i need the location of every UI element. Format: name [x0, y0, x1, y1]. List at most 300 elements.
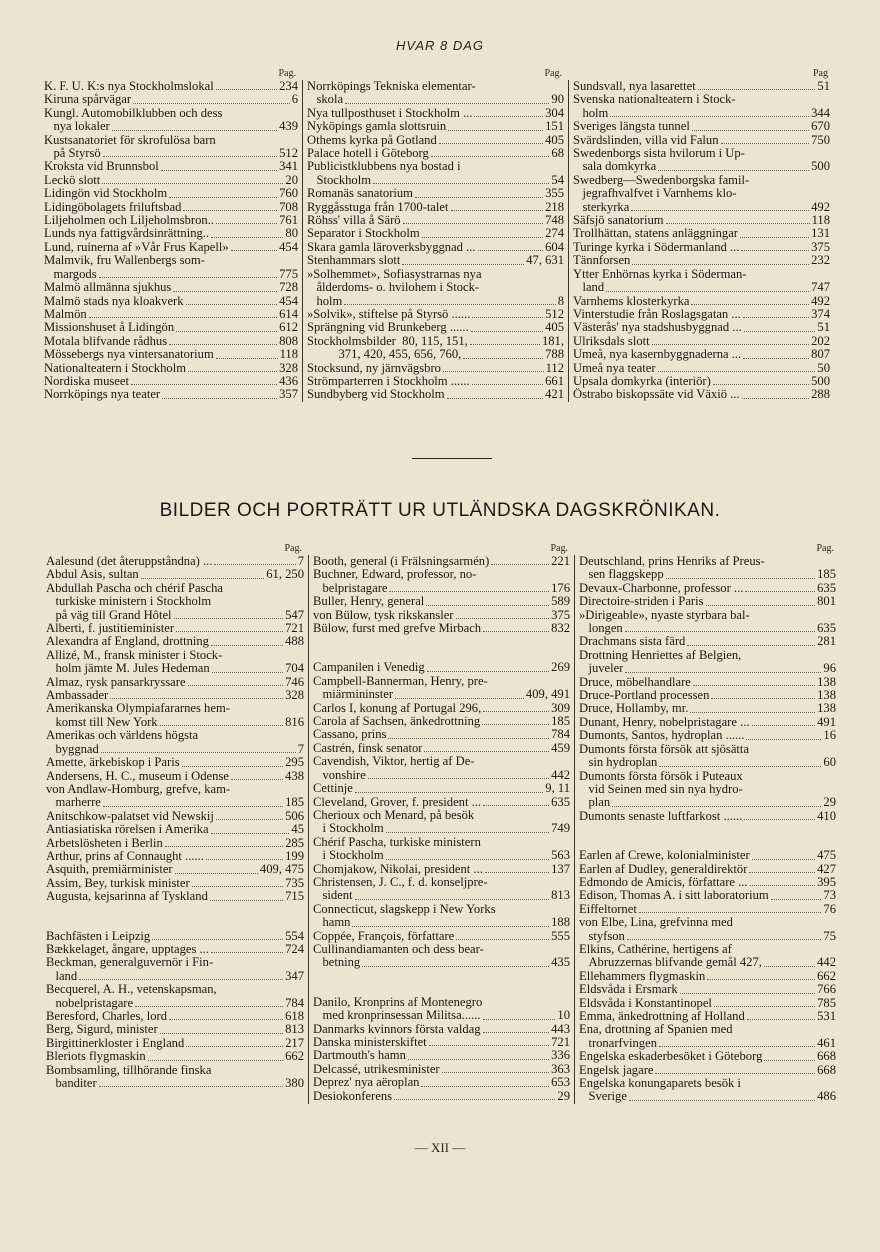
bottom-index-block — [42, 543, 840, 1104]
entry-title: ålderdoms- o. hvilohem i Stock- — [307, 281, 480, 295]
index-entry — [313, 595, 570, 608]
entry-title: Swedberg—Swedenborgska famil- — [573, 173, 750, 187]
entry-title: Missionshuset å Lidingön — [44, 321, 175, 335]
entry-title: Buchner, Edward, professor, no- — [313, 568, 477, 582]
index-entry — [579, 1077, 836, 1090]
leader-dots — [698, 89, 816, 90]
leader-dots — [771, 899, 822, 900]
leader-dots — [713, 384, 809, 385]
entry-page: 512 — [279, 146, 298, 161]
entry-title: Turinge kyrka i Södermanland ... — [573, 240, 740, 254]
entry-title: Deutschland, prins Henriks af Preus- — [579, 555, 765, 568]
index-entry — [313, 782, 570, 795]
entry-title: land — [46, 969, 78, 983]
entry-title: Norrköpings Tekniska elementar- — [307, 80, 476, 93]
index-entry — [307, 174, 564, 187]
entry-title: »Dirigeable», nyaste styrbara bal- — [579, 608, 750, 622]
index-entry — [313, 755, 570, 768]
index-entry — [313, 943, 570, 956]
leader-dots — [394, 1099, 555, 1100]
pag-label: Pag. — [816, 543, 834, 554]
entry-title: Booth, general (i Frälsningsarmén) — [313, 555, 490, 568]
index-entry — [44, 227, 298, 240]
entry-page: 380 — [285, 1076, 304, 1091]
entry-title: holm — [573, 106, 609, 120]
entry-title: Anitschkow-palatset vid Newskij — [46, 809, 214, 823]
entry-title: Asquith, premiärminister — [46, 863, 173, 877]
entry-title: Kungl. Automobilklubben och dess — [44, 106, 223, 120]
index-entry — [579, 889, 836, 902]
entry-page: 555 — [551, 928, 570, 943]
entry-title: Eldsvåda i Ersmark — [579, 983, 678, 997]
index-entry — [579, 756, 836, 769]
entry-page: 715 — [285, 889, 304, 904]
entry-title: margods — [44, 267, 97, 281]
entry-title: tronarfvingen — [579, 1036, 657, 1050]
entry-title: Beckman, generalguvernör i Fin- — [46, 956, 214, 970]
entry-title: med kronprinsessan Militsa...... — [313, 1009, 481, 1023]
entry-title: Druce-Portland processen — [579, 689, 710, 703]
entry-page: 341 — [279, 159, 298, 174]
entry-page: 662 — [817, 968, 836, 983]
entry-page: 492 — [811, 293, 830, 308]
index-entry — [46, 662, 304, 675]
index-entry — [46, 595, 304, 608]
entry-title: Antiasiatiska rörelsen i Amerika — [46, 823, 209, 837]
entry-title: Edmondo de Amicis, författare ... — [579, 875, 748, 889]
entry-title: Cettinje — [313, 782, 353, 796]
leader-dots — [216, 89, 277, 90]
entry-page: 51 — [817, 320, 830, 335]
entry-title: nya lokaler — [44, 120, 110, 134]
index-entry — [573, 134, 830, 147]
index-entry — [46, 890, 304, 903]
entry-title: Emma, änkedrottning af Holland — [579, 1010, 745, 1023]
leader-dots — [141, 578, 265, 579]
entry-title: Castrén, finsk senator — [313, 741, 423, 755]
index-entry — [313, 956, 570, 969]
index-entry — [313, 555, 570, 568]
index-entry — [46, 877, 304, 890]
entry-page: 488 — [285, 634, 304, 649]
entry-title: Trollhättan, statens anläggningar — [573, 227, 738, 241]
entry-title: Assim, Bey, turkisk minister — [46, 876, 190, 890]
leader-dots — [627, 939, 822, 940]
index-entry — [44, 241, 298, 254]
leader-dots — [463, 358, 543, 359]
entry-title: Cherioux och Menard, på besök — [313, 808, 475, 822]
entry-page: 138 — [817, 688, 836, 703]
index-entry — [579, 1064, 836, 1077]
index-entry — [313, 688, 570, 701]
entry-title: Desiokonferens — [313, 1089, 393, 1103]
entry-title: Othems kyrka på Gotland — [307, 133, 437, 147]
entry-title: Svärdslinden, villa vid Falun — [573, 133, 719, 147]
leader-dots — [135, 1006, 283, 1007]
index-entry — [313, 849, 570, 862]
entry-list — [46, 555, 304, 1090]
entry-page: 459 — [551, 740, 570, 755]
entry-title: komst till New York — [46, 715, 158, 729]
leader-dots — [186, 1046, 283, 1047]
index-entry — [313, 822, 570, 835]
entry-title: Campanilen i Venedig — [313, 661, 425, 675]
index-entry — [44, 107, 298, 120]
index-entry — [46, 568, 304, 581]
entry-title: Drachmans sista färd — [579, 635, 686, 649]
entry-page: 199 — [285, 848, 304, 863]
entry-title: Engelska konungaparets besök i — [579, 1077, 741, 1091]
entry-title: Alberti, f. justitieminister — [46, 622, 175, 636]
index-entry — [46, 850, 304, 863]
entry-page: 80 — [285, 226, 298, 241]
letter-gap — [579, 836, 836, 849]
index-entry — [46, 770, 304, 783]
entry-title: Tännforsen — [573, 254, 631, 268]
entry-page: 9, 11 — [545, 781, 570, 796]
leader-dots — [610, 116, 809, 117]
top-index-block — [40, 68, 834, 402]
entry-page: 747 — [811, 280, 830, 295]
leader-dots — [216, 819, 283, 820]
entry-page: 185 — [817, 567, 836, 582]
index-entry — [307, 201, 564, 214]
entry-title: byggnad — [46, 742, 99, 756]
entry-title: plan — [579, 796, 611, 810]
index-entry — [313, 889, 570, 902]
entry-title: marherre — [46, 796, 101, 810]
leader-dots — [79, 979, 283, 980]
entry-page: 439 — [279, 119, 298, 134]
index-entry — [313, 675, 570, 688]
entry-page: 285 — [285, 835, 304, 850]
leader-dots — [148, 1060, 283, 1061]
entry-page: 486 — [817, 1089, 836, 1104]
top-column-1 — [40, 68, 302, 402]
leader-dots — [112, 130, 277, 131]
index-entry — [313, 996, 570, 1009]
entry-title: Vinterstudie från Roslagsgatan ... — [573, 307, 741, 321]
index-entry — [573, 388, 830, 401]
leader-dots — [652, 344, 809, 345]
entry-page: 454 — [279, 293, 298, 308]
entry-title: Dumonts första försök i Puteaux — [579, 769, 743, 783]
entry-title: skola — [307, 93, 344, 107]
index-entry — [44, 321, 298, 334]
leader-dots — [625, 672, 821, 673]
index-entry — [46, 837, 304, 850]
index-entry — [573, 335, 830, 348]
entry-title: Delcassé, utrikesminister — [313, 1062, 440, 1076]
entry-page: 728 — [279, 280, 298, 295]
index-entry — [307, 80, 564, 93]
entry-title: Romanäs sanatorium — [307, 187, 413, 201]
leader-dots — [368, 778, 549, 779]
leader-dots — [721, 143, 810, 144]
letter-gap — [579, 823, 836, 836]
letter-gap — [313, 983, 570, 996]
index-entry — [46, 743, 304, 756]
entry-page: 807 — [811, 347, 830, 362]
leader-dots — [395, 698, 524, 699]
page-number: — XII — — [414, 1140, 466, 1155]
entry-title: miärmininster — [313, 688, 394, 702]
index-entry — [46, 997, 304, 1010]
entry-title: Lund, ruinerna af »Vår Frus Kapell» — [44, 240, 229, 254]
entry-title: von Andlaw-Homburg, grefve, kam- — [46, 782, 231, 796]
entry-title: Cavendish, Viktor, hertig af De- — [313, 755, 475, 769]
leader-dots — [741, 250, 809, 251]
section-title: BILDER OCH PORTRÄTT UR UTLÄNDSKA DAGSKRÖNIKAN. — [159, 500, 721, 521]
entry-page: 409, 491 — [525, 687, 570, 702]
leader-dots — [714, 1006, 815, 1007]
index-entry — [573, 254, 830, 267]
leader-dots — [102, 183, 283, 184]
entry-page: 61, 250 — [266, 567, 304, 582]
entry-page: 202 — [811, 333, 830, 348]
index-entry — [44, 214, 298, 227]
entry-title: Nationalteatern i Stockholm — [44, 361, 186, 375]
index-entry — [313, 609, 570, 622]
entry-title: Ellehammers flygmaskin — [579, 969, 706, 983]
leader-dots — [745, 591, 815, 592]
entry-title: Stockholmsbilder 80, 115, 151, — [307, 334, 468, 348]
index-entry — [307, 281, 564, 294]
index-entry — [313, 836, 570, 849]
entry-page: 176 — [551, 580, 570, 595]
leader-dots — [188, 371, 277, 372]
entry-title: Elkins, Cathérine, hertigens af — [579, 942, 732, 956]
entry-title: Abdullah Pascha och chérif Pascha — [46, 581, 223, 595]
entry-page: 589 — [551, 594, 570, 609]
entry-title: Eldsvåda i Konstantinopel — [579, 996, 712, 1010]
index-entry — [573, 295, 830, 308]
leader-dots — [483, 711, 549, 712]
entry-title: Umeå, nya kasernbyggnaderna ... — [573, 348, 742, 362]
leader-dots — [174, 618, 284, 619]
entry-page: 75 — [823, 928, 836, 943]
leader-dots — [169, 1019, 283, 1020]
entry-page: 7 — [297, 741, 304, 756]
entry-title: Andersens, H. C., museum i Odense — [46, 769, 229, 783]
leader-dots — [448, 130, 543, 131]
index-entry — [46, 1010, 304, 1023]
entry-title: Druce, möbelhandlare — [579, 675, 691, 689]
entry-list — [573, 80, 830, 402]
entry-title: holm jämte M. Jules Hedeman — [46, 662, 210, 676]
entry-page: 442 — [551, 767, 570, 782]
entry-page: 563 — [551, 848, 570, 863]
index-entry — [44, 362, 298, 375]
index-entry — [44, 268, 298, 281]
entry-title: Bachfästen i Leipzig — [46, 929, 151, 943]
index-entry — [307, 321, 564, 334]
index-entry — [307, 254, 564, 267]
section-divider-rule — [412, 458, 492, 459]
entry-page: 635 — [551, 794, 570, 809]
entry-title: K. F. U. K:s nya Stockholmslokal — [44, 80, 214, 93]
entry-page: 328 — [279, 360, 298, 375]
entry-title: Bülow, furst med grefve Mirbach — [313, 622, 482, 636]
leader-dots — [345, 103, 549, 104]
entry-page: 438 — [285, 768, 304, 783]
entry-title: Buller, Henry, general — [313, 595, 425, 609]
index-entry — [46, 810, 304, 823]
index-entry — [313, 1036, 570, 1049]
index-entry — [579, 863, 836, 876]
leader-dots — [355, 899, 550, 900]
entry-page: 7 — [297, 554, 304, 568]
pag-label: Pag. — [550, 543, 568, 554]
entry-title: Engelsk jagare — [579, 1063, 654, 1077]
entry-title: Ryggåsstuga från 1700-talet — [307, 200, 449, 214]
leader-dots — [474, 116, 543, 117]
entry-title: Nordiska museet — [44, 374, 129, 388]
entry-title: banditer — [46, 1077, 97, 1091]
entry-title: nobelpristagare — [46, 996, 134, 1010]
entry-page: 118 — [279, 347, 298, 362]
index-entry — [313, 916, 570, 929]
entry-page: 547 — [285, 607, 304, 622]
entry-page: 748 — [545, 213, 564, 228]
index-entry — [573, 201, 830, 214]
index-entry — [307, 335, 564, 348]
entry-title: holm — [307, 294, 343, 308]
entry-page: 531 — [817, 1009, 836, 1023]
entry-title: Amerikanska Olympiafararnes hem- — [46, 702, 230, 716]
entry-page: 721 — [551, 1035, 570, 1049]
entry-page: 491 — [817, 714, 836, 729]
index-entry — [579, 796, 836, 809]
entry-title: Stockholm — [307, 173, 372, 187]
entry-title: i Stockholm — [313, 849, 384, 863]
index-entry — [313, 568, 570, 581]
entry-title: Connecticut, slagskepp i New Yorks — [313, 902, 496, 916]
leader-dots — [211, 645, 283, 646]
index-entry — [46, 983, 304, 996]
entry-title: Ulriksdals slott — [573, 334, 650, 348]
leader-dots — [402, 264, 524, 265]
leader-dots — [612, 806, 821, 807]
index-entry — [579, 649, 836, 662]
entry-title: Kustsanatoriet för skrofulösa barn — [44, 133, 216, 147]
index-entry — [44, 295, 298, 308]
entry-title: Cleveland, Grover, f. president ... — [313, 795, 482, 809]
entry-page: 750 — [811, 132, 830, 147]
entry-page: 234 — [279, 79, 298, 93]
entry-page: 832 — [551, 621, 570, 636]
index-entry — [307, 295, 564, 308]
index-entry — [46, 1077, 304, 1090]
index-entry — [579, 956, 836, 969]
index-entry — [307, 187, 564, 200]
leader-dots — [182, 766, 284, 767]
leader-dots — [472, 384, 543, 385]
index-entry — [46, 702, 304, 715]
entry-title: Berg, Sigurd, minister — [46, 1023, 158, 1037]
index-entry — [579, 970, 836, 983]
leader-dots — [161, 170, 277, 171]
index-entry — [573, 160, 830, 173]
entry-title: Skara gamla läroverksbyggnad ... — [307, 240, 476, 254]
entry-page: 554 — [285, 928, 304, 943]
leader-dots — [212, 672, 283, 673]
index-entry — [573, 147, 830, 160]
entry-page: 761 — [279, 213, 298, 228]
index-entry — [46, 689, 304, 702]
entry-page: 775 — [279, 266, 298, 281]
entry-title: Dumonts, Santos, hydroplan ...... — [579, 729, 745, 743]
entry-page: 461 — [817, 1035, 836, 1050]
entry-title: Abruzzernas blifvande gemål 427, — [579, 956, 762, 970]
leader-dots — [485, 872, 549, 873]
index-entry — [307, 388, 564, 401]
entry-title: Strömparterren i Stockholm ...... — [307, 374, 470, 388]
index-entry — [313, 930, 570, 943]
entry-title: Eiffeltornet — [579, 902, 637, 916]
leader-dots — [482, 724, 549, 725]
leader-dots — [472, 317, 543, 318]
entry-page: 808 — [279, 333, 298, 348]
entry-page: 288 — [811, 387, 830, 402]
leader-dots — [206, 859, 283, 860]
leader-dots — [175, 873, 258, 874]
leader-dots — [740, 237, 809, 238]
entry-page: 506 — [285, 808, 304, 823]
entry-page: 357 — [279, 387, 298, 402]
entry-title: Malmön — [44, 307, 87, 321]
index-entry — [579, 903, 836, 916]
leader-dots — [231, 250, 277, 251]
entry-page: 269 — [551, 660, 570, 675]
index-entry — [46, 555, 304, 568]
index-entry — [46, 943, 304, 956]
leader-dots — [691, 304, 809, 305]
leader-dots — [99, 1086, 283, 1087]
index-entry — [44, 201, 298, 214]
entry-title: Directoire-striden i Paris — [579, 595, 704, 609]
leader-dots — [749, 872, 815, 873]
entry-title: sin hydroplan — [579, 756, 658, 770]
leader-dots — [99, 277, 278, 278]
entry-page: 304 — [545, 105, 564, 120]
entry-title: Lidingön vid Stockholm — [44, 187, 168, 201]
entry-page: 500 — [811, 373, 830, 388]
index-entry — [307, 308, 564, 321]
entry-page: 375 — [551, 607, 570, 622]
entry-title: Danska ministerskiftet — [313, 1036, 427, 1049]
entry-title: Upsala domkyrka (interiör) — [573, 374, 711, 388]
entry-page: 76 — [823, 901, 836, 916]
index-entry — [44, 308, 298, 321]
entry-page: 749 — [551, 821, 570, 836]
entry-title: Dumonts senaste luftfarkost ...... — [579, 809, 743, 823]
entry-title: Amerikas och världens högsta — [46, 729, 199, 743]
entry-page: 410 — [817, 808, 836, 823]
entry-page: 409, 475 — [259, 862, 304, 877]
index-entry — [313, 903, 570, 916]
index-entry — [573, 187, 830, 200]
leader-dots — [706, 605, 816, 606]
entry-title: Kroksta vid Brunnsbol — [44, 160, 159, 174]
entry-page: 181, — [541, 333, 564, 348]
leader-dots — [176, 631, 283, 632]
entry-title: Dunant, Henry, nobelpristagare ... — [579, 715, 750, 729]
index-entry — [307, 214, 564, 227]
leader-dots — [103, 806, 283, 807]
index-entry — [313, 661, 570, 674]
leader-dots — [403, 223, 544, 224]
